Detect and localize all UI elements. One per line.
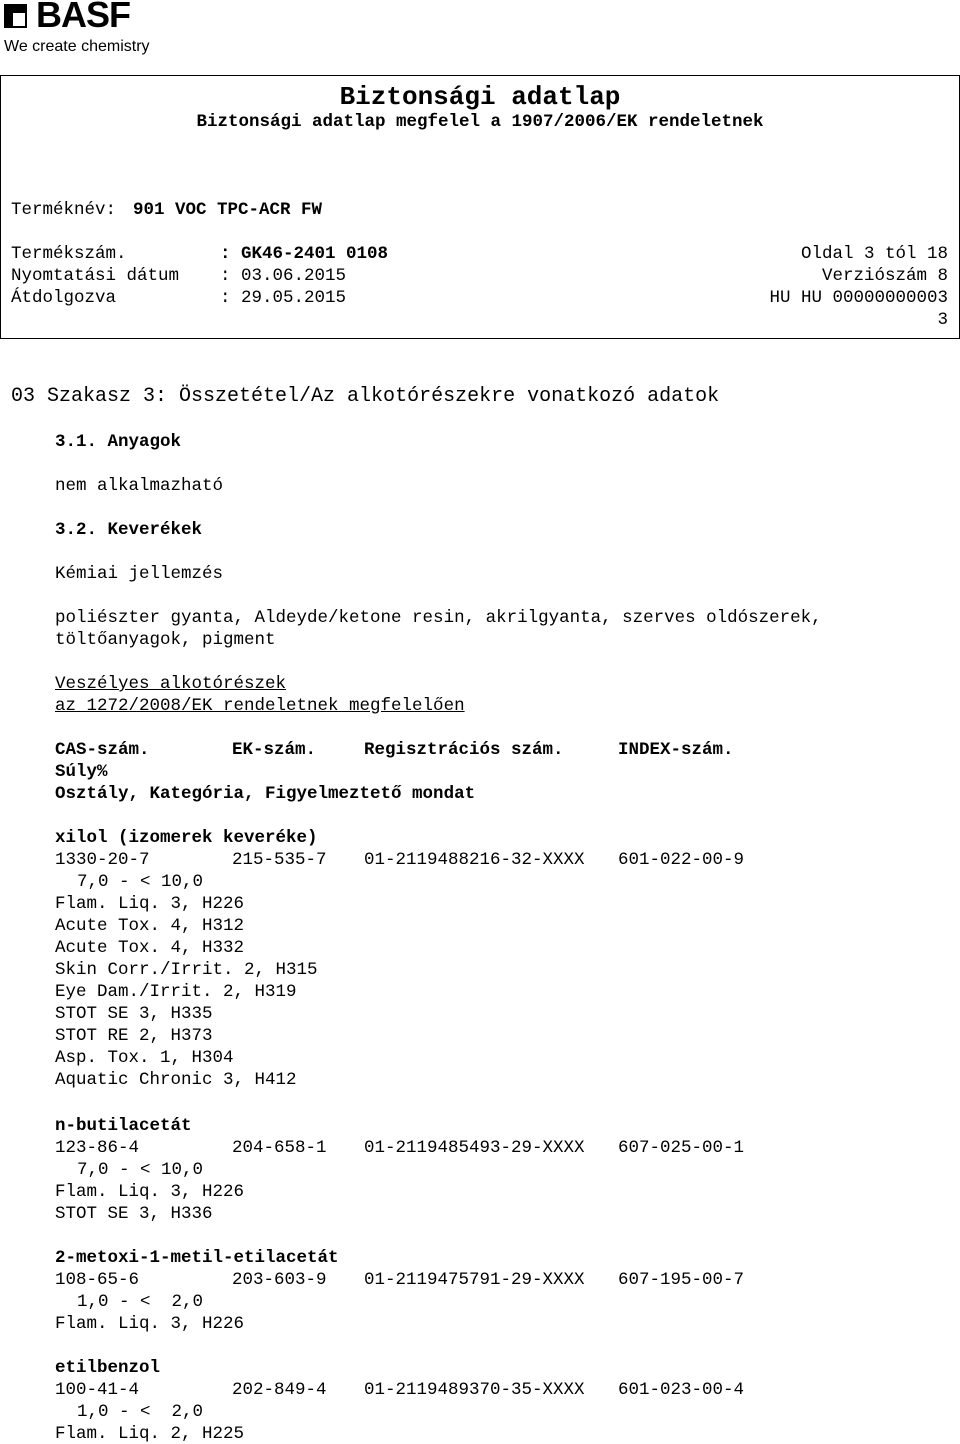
ek-number: 215-535-7 bbox=[232, 850, 327, 870]
header-weight: Súly% bbox=[55, 762, 108, 782]
revised-value: : 29.05.2015 bbox=[220, 288, 347, 308]
header-ek: EK-szám. bbox=[232, 740, 317, 760]
component-name: 2-metoxi-1-metil-etilacetát bbox=[55, 1248, 339, 1268]
hazardous-label-2: az 1272/2008/EK rendeletnek megfelelően bbox=[55, 696, 465, 716]
doc-code-suffix: 3 bbox=[937, 310, 948, 330]
weight-range: 1,0 - < 2,0 bbox=[77, 1292, 204, 1312]
cas-number: 108-65-6 bbox=[55, 1270, 140, 1290]
header-cas: CAS-szám. bbox=[55, 740, 150, 760]
product-label: Terméknév: bbox=[11, 200, 117, 220]
hazard-classification: STOT RE 2, H373 bbox=[55, 1026, 213, 1046]
chem-char-line-2: töltőanyagok, pigment bbox=[55, 630, 276, 650]
cas-number: 1330-20-7 bbox=[55, 850, 150, 870]
header-reg: Regisztrációs szám. bbox=[364, 740, 564, 760]
logo-brand: BASF bbox=[36, 0, 130, 35]
section-heading: 03 Szakasz 3: Összetétel/Az alkotórészekre vonatkozó adatok bbox=[11, 385, 720, 408]
prodno-label: Termékszám. bbox=[11, 244, 127, 264]
hazard-classification: Flam. Liq. 3, H226 bbox=[55, 1314, 245, 1334]
component-name: etilbenzol bbox=[55, 1358, 161, 1378]
subsection-3-2-title: 3.2. Keverékek bbox=[55, 520, 203, 540]
print-date-value: : 03.06.2015 bbox=[220, 266, 347, 286]
chem-char-label: Kémiai jellemzés bbox=[55, 564, 224, 584]
subsection-3-1-text: nem alkalmazható bbox=[55, 476, 224, 496]
registration-number: 01-2119485493-29-XXXX bbox=[364, 1138, 585, 1158]
logo-square-icon bbox=[4, 4, 27, 28]
hazard-classification: Asp. Tox. 1, H304 bbox=[55, 1048, 234, 1068]
registration-number: 01-2119488216-32-XXXX bbox=[364, 850, 585, 870]
hazard-classification: Skin Corr./Irrit. 2, H315 bbox=[55, 960, 318, 980]
cas-number: 123-86-4 bbox=[55, 1138, 140, 1158]
prodno-value: : GK46-2401 0108 bbox=[220, 244, 389, 264]
hazard-classification: Aquatic Chronic 3, H412 bbox=[55, 1070, 297, 1090]
version-info: Verziószám 8 bbox=[821, 266, 948, 286]
index-number: 607-025-00-1 bbox=[618, 1138, 745, 1158]
hazard-classification: Flam. Liq. 2, H225 bbox=[55, 1424, 245, 1444]
header-index: INDEX-szám. bbox=[618, 740, 734, 760]
hazard-classification: Acute Tox. 4, H332 bbox=[55, 938, 245, 958]
hazard-classification: Eye Dam./Irrit. 2, H319 bbox=[55, 982, 297, 1002]
page-info: Oldal 3 tól 18 bbox=[800, 244, 948, 264]
weight-range: 7,0 - < 10,0 bbox=[77, 1160, 204, 1180]
cas-number: 100-41-4 bbox=[55, 1380, 140, 1400]
header-class: Osztály, Kategória, Figyelmeztető mondat bbox=[55, 784, 476, 804]
product-name: 901 VOC TPC-ACR FW bbox=[133, 200, 323, 220]
weight-range: 1,0 - < 2,0 bbox=[77, 1402, 204, 1422]
registration-number: 01-2119489370-35-XXXX bbox=[364, 1380, 585, 1400]
index-number: 601-022-00-9 bbox=[618, 850, 745, 870]
ek-number: 203-603-9 bbox=[232, 1270, 327, 1290]
hazard-classification: Flam. Liq. 3, H226 bbox=[55, 1182, 245, 1202]
subsection-3-1-title: 3.1. Anyagok bbox=[55, 432, 182, 452]
doc-code: HU HU 00000000003 bbox=[769, 288, 948, 308]
ek-number: 204-658-1 bbox=[232, 1138, 327, 1158]
hazard-classification: Flam. Liq. 3, H226 bbox=[55, 894, 245, 914]
component-name: n-butilacetát bbox=[55, 1116, 192, 1136]
ek-number: 202-849-4 bbox=[232, 1380, 327, 1400]
document-subtitle: Biztonsági adatlap megfelel a 1907/2006/EK rendeletnek bbox=[196, 112, 764, 132]
component-name: xilol (izomerek keveréke) bbox=[55, 828, 318, 848]
print-date-label: Nyomtatási dátum bbox=[11, 266, 180, 286]
hazard-classification: Acute Tox. 4, H312 bbox=[55, 916, 245, 936]
hazard-classification: STOT SE 3, H336 bbox=[55, 1204, 213, 1224]
chem-char-line-1: poliészter gyanta, Aldeyde/ketone resin, akrilgyanta, szerves oldószerek, bbox=[55, 608, 822, 628]
hazard-classification: STOT SE 3, H335 bbox=[55, 1004, 213, 1024]
logo-tagline: We create chemistry bbox=[4, 38, 150, 55]
hazardous-label-1: Veszélyes alkotórészek bbox=[55, 674, 287, 694]
index-number: 607-195-00-7 bbox=[618, 1270, 745, 1290]
registration-number: 01-2119475791-29-XXXX bbox=[364, 1270, 585, 1290]
document-title: Biztonsági adatlap bbox=[339, 82, 621, 112]
index-number: 601-023-00-4 bbox=[618, 1380, 745, 1400]
revised-label: Átdolgozva bbox=[11, 288, 117, 308]
weight-range: 7,0 - < 10,0 bbox=[77, 872, 204, 892]
